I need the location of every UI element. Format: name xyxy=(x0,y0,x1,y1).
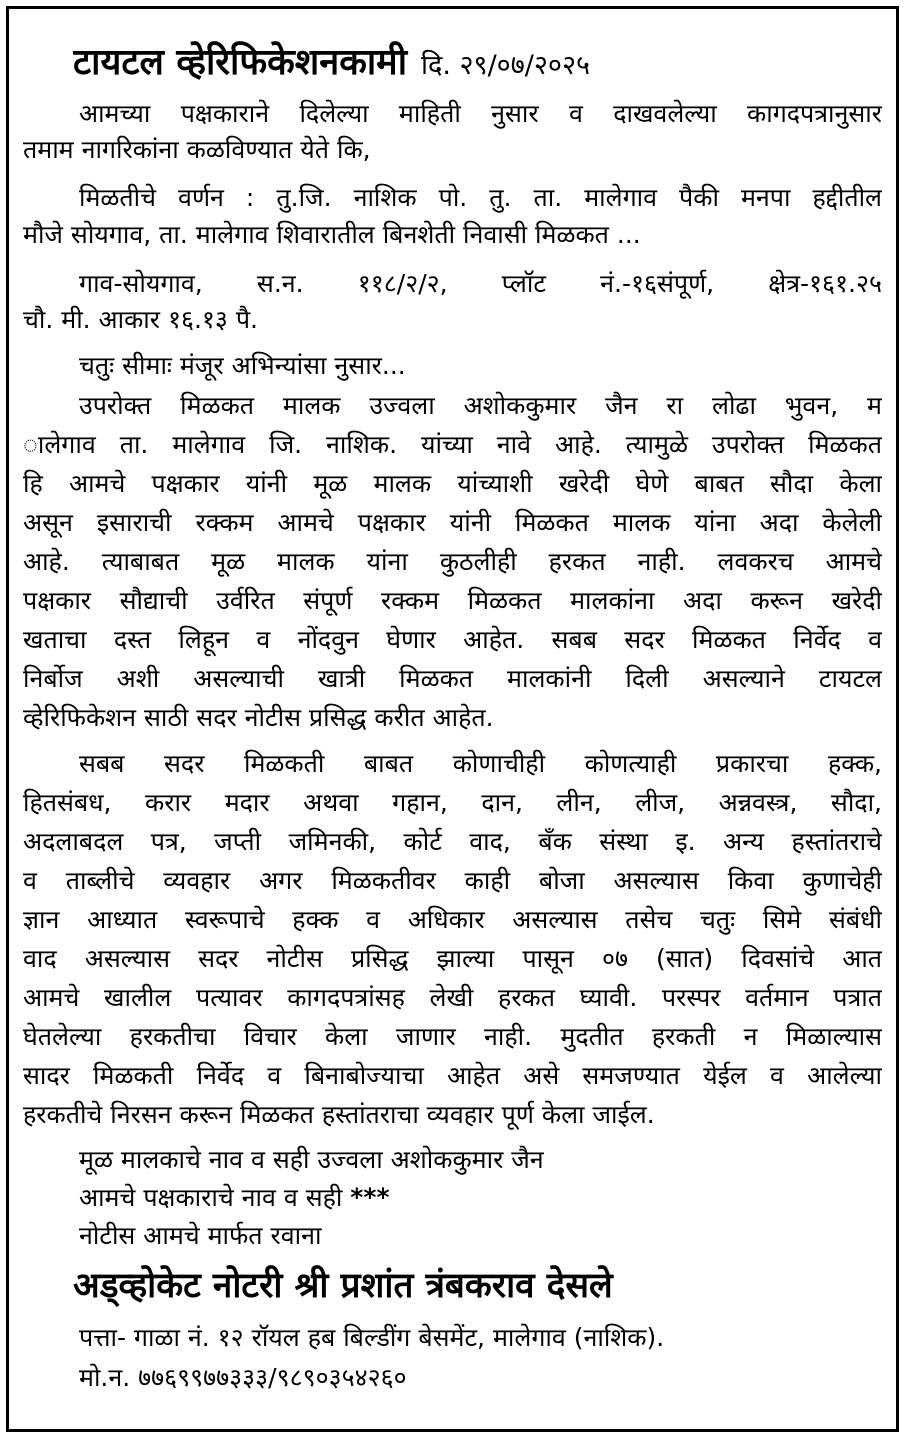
para2-line: घेतलेल्या हरकतीचा विचार केला जाणार नाही. मुदतीत हरकती न मिळाल्यास xyxy=(23,1022,882,1051)
advocate-name: अड्व्होकेट नोटरी श्री प्रशांत त्रंबकराव देसले xyxy=(73,1266,613,1306)
para2-line: व ताब्लीचे व्यवहार अगर मिळकतीवर काही बोजा असल्यास किवा कुणाचेही xyxy=(23,866,882,895)
para2-line: वाद असल्यास सदर नोटीस प्रसिद्ध झाल्या पासून ०७ (सात) दिवसांचे आत xyxy=(23,944,882,973)
para1-line: निर्बोज अशी असल्याची खात्री मिळकत मालकांनी दिली असल्याने टायटल xyxy=(23,664,882,693)
para2-line: हितसंबध, करार मदार अथवा गहान, दान, लीन, लीज, अन्नवस्त्र, सौदा, xyxy=(23,788,882,817)
boundary-line: चतुः सीमाः मंजूर अभिन्यांसा नुसार... xyxy=(79,351,406,380)
para1-line: उपरोक्त मिळकत मालक उज्वला अशोककुमार जैन रा लोढा भुवन, म xyxy=(79,391,882,420)
para2-line: हरकतीचे निरसन करून मिळकत हस्तांतराचा व्यवहार पूर्ण केला जाईल. xyxy=(23,1100,655,1129)
notice-title: टायटल व्हेरिफिकेशनकामी xyxy=(73,42,408,83)
para1-line: खताचा दस्त लिहून व नोंदवुन घेणार आहेत. सबब सदर मिळकत निर्वेद व xyxy=(23,625,882,654)
legal-notice xyxy=(6,6,899,1432)
para1-line: हि आमचे पक्षकार यांनी मूळ मालक यांच्याशी खरेदी घेणे बाबत सौदा केला xyxy=(23,469,882,498)
notice-date: दि. २९/०७/२०२५ xyxy=(421,50,591,81)
survey-line: गाव-सोयगाव, स.न. ११८/२/२, प्लॉट नं.-१६संपूर्ण, क्षेत्र-१६१.२५ xyxy=(79,269,882,298)
property-desc-line: मिळतीचे वर्णन : तु.जि. नाशिक पो. तु. ता. मालेगाव पैकी मनपा हद्दीतील xyxy=(79,183,882,212)
para1-line: असून इसाराची रक्कम आमचे पक्षकार यांनी मिळकत मालक यांना अदा केलेली xyxy=(23,508,882,537)
para1-line: आहे. त्याबाबत मूळ मालक यांना कुठलीही हरकत नाही. लवकरच आमचे xyxy=(23,547,882,576)
intro-line: तमाम नागरिकांना कळविण्यात येते कि, xyxy=(23,135,371,164)
signature-stars: *** xyxy=(350,1183,390,1212)
routing-line: नोटीस आमचे मार्फत रवाना xyxy=(79,1221,322,1250)
notice-heading xyxy=(73,39,882,90)
owner-signature-line: मूळ मालकाचे नाव व सही उज्वला अशोककुमार जैन xyxy=(79,1145,544,1174)
para2-line: आमचे खालील पत्यावर कागदपत्रांसह लेखी हरकत घ्यावी. परस्पर वर्तमान पत्रात xyxy=(23,983,882,1012)
para2-line: सबब सदर मिळकती बाबत कोणाचीही कोणत्याही प्रकारचा हक्क, xyxy=(79,749,882,778)
advocate-address: पत्ता- गाळा नं. १२ रॉयल हब बिल्डींग बेसमेंट, मालेगाव (नाशिक). xyxy=(79,1323,665,1352)
para1-line: ालेगाव ता. मालेगाव जि. नाशिक. यांच्या नावे आहे. त्यामुळे उपरोक्त मिळकत xyxy=(23,430,882,459)
para2-line: ज्ञान आध्यात स्वरूपाचे हक्क व अधिकार असल्यास तसेच चतुः सिमे संबंधी xyxy=(23,905,882,934)
para1-line: व्हेरिफिकेशन साठी सदर नोटीस प्रसिद्ध करीत आहेत. xyxy=(23,703,494,732)
intro-line: आमच्या पक्षकाराने दिलेल्या माहिती नुसार व दाखवलेल्या कागदपत्रानुसार xyxy=(79,99,882,128)
survey-line: चौ. मी. आकार १६.१३ पै. xyxy=(23,305,258,334)
client-signature-line xyxy=(79,1181,882,1215)
para2-line: सादर मिळकती निर्वेद व बिनाबोज्याचा आहेत असे समजण्यात येईल व आलेल्या xyxy=(23,1061,882,1090)
advocate-mobile: मो.न. ७७६९९७७३३३/९८९०३५४२६० xyxy=(79,1363,407,1392)
para1-line: पक्षकार सौद्याची उर्वरित संपूर्ण रक्कम मिळकत मालकांना अदा करून खरेदी xyxy=(23,586,882,615)
client-signature-label: आमचे पक्षकाराचे नाव व सही xyxy=(79,1183,343,1212)
para2-line: अदलाबदल पत्र, जप्ती जमिनकी, कोर्ट वाद, बँक संस्था इ. अन्य हस्तांतराचे xyxy=(23,827,882,856)
property-desc-line: मौजे सोयगाव, ता. मालेगाव शिवारातील बिनशेती निवासी मिळकत ... xyxy=(23,220,641,249)
